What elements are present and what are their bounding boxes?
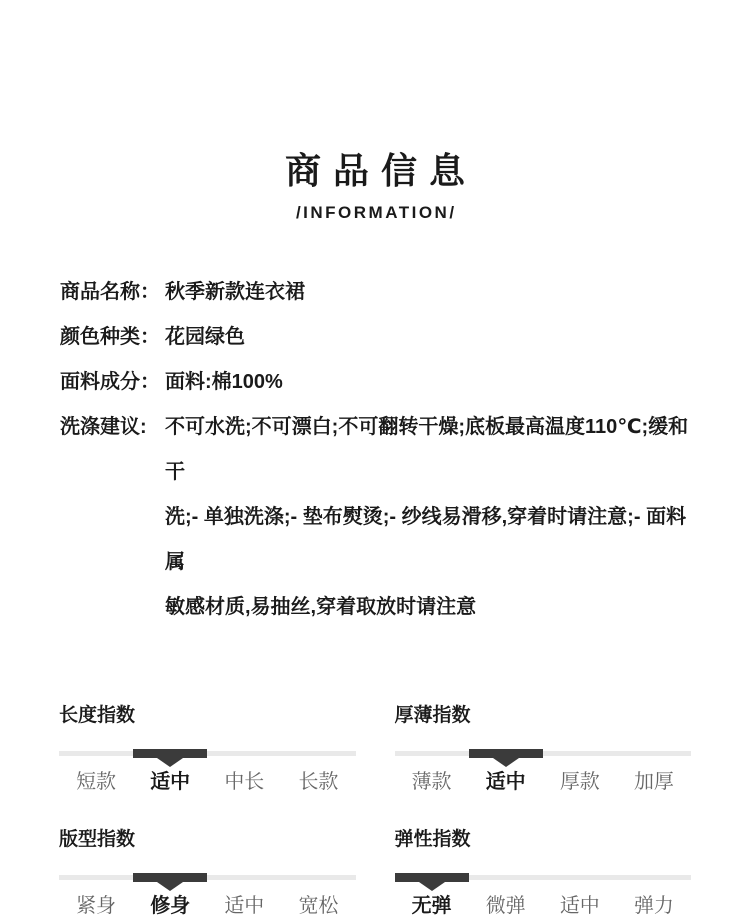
index-grid: [0, 705, 750, 917]
index-option: 无弹: [411, 895, 452, 917]
index-option: 弹力: [633, 895, 674, 917]
index-section-thickness: [395, 705, 692, 793]
detail-label: 颜色种类：: [60, 326, 160, 348]
detail-label: 商品名称：: [60, 281, 160, 303]
detail-row-color-type: [60, 315, 702, 360]
product-details: [0, 270, 750, 630]
index-option: 加厚: [633, 771, 674, 793]
index-title: 厚薄指数: [394, 705, 471, 726]
slider-track: [59, 875, 356, 880]
index-option: 适中: [224, 895, 265, 917]
detail-row-product-name: [60, 270, 702, 315]
slider-active-segment: [133, 873, 207, 882]
page-title: 商品信息: [284, 150, 477, 191]
index-option: 中长: [224, 771, 265, 793]
index-title: 版型指数: [59, 829, 136, 850]
detail-value: 花园绿色: [165, 326, 245, 348]
index-option: 长款: [298, 771, 339, 793]
index-option: 紧身: [76, 895, 117, 917]
index-option: 宽松: [298, 895, 339, 917]
thickness-slider: [395, 749, 692, 759]
index-title: 长度指数: [59, 705, 136, 726]
fit-options: [59, 895, 356, 917]
index-option: 适中: [150, 771, 191, 793]
elasticity-slider: [395, 873, 692, 883]
thickness-options: [395, 771, 692, 793]
index-option: 适中: [559, 895, 600, 917]
index-option: 适中: [485, 771, 526, 793]
detail-value: 面料:棉100%: [165, 371, 283, 393]
detail-value: 秋季新款连衣裙: [165, 281, 305, 303]
slider-track: [395, 751, 692, 756]
detail-label: 洗涤建议:: [60, 416, 147, 438]
washing-line: 洗;- 单独洗涤;- 垫布熨烫;- 纱线易滑移,穿着时请注意;- 面料属: [165, 506, 687, 573]
length-slider: [59, 749, 356, 759]
index-section-length: [59, 705, 356, 793]
index-option: 厚款: [559, 771, 600, 793]
page-header: [0, 0, 750, 223]
slider-active-segment: [133, 749, 207, 758]
slider-pointer-triangle-icon: [157, 758, 183, 767]
index-option: 修身: [150, 895, 191, 917]
index-section-fit: [59, 829, 356, 917]
page-subtitle: /INFORMATION/: [295, 203, 457, 222]
index-title: 弹性指数: [394, 829, 471, 850]
index-option: 薄款: [411, 771, 452, 793]
slider-pointer-triangle-icon: [493, 758, 519, 767]
slider-pointer-triangle-icon: [419, 882, 445, 891]
slider-pointer-triangle-icon: [157, 882, 183, 891]
washing-advice-text: [165, 405, 702, 630]
detail-row-fabric: [60, 360, 702, 405]
washing-line: 敏感材质,易抽丝,穿着取放时请注意: [165, 596, 477, 618]
length-options: [59, 771, 356, 793]
washing-line: 不可水洗;不可漂白;不可翻转干燥;底板最高温度110℃;缓和干: [165, 416, 689, 483]
index-option: 短款: [76, 771, 117, 793]
index-option: 微弹: [485, 895, 526, 917]
fit-slider: [59, 873, 356, 883]
index-section-elasticity: [395, 829, 692, 917]
slider-active-segment: [395, 873, 469, 882]
slider-track: [59, 751, 356, 756]
detail-row-washing-advice: [60, 405, 702, 630]
slider-active-segment: [469, 749, 543, 758]
elasticity-options: [395, 895, 692, 917]
detail-label: 面料成分：: [60, 371, 160, 393]
